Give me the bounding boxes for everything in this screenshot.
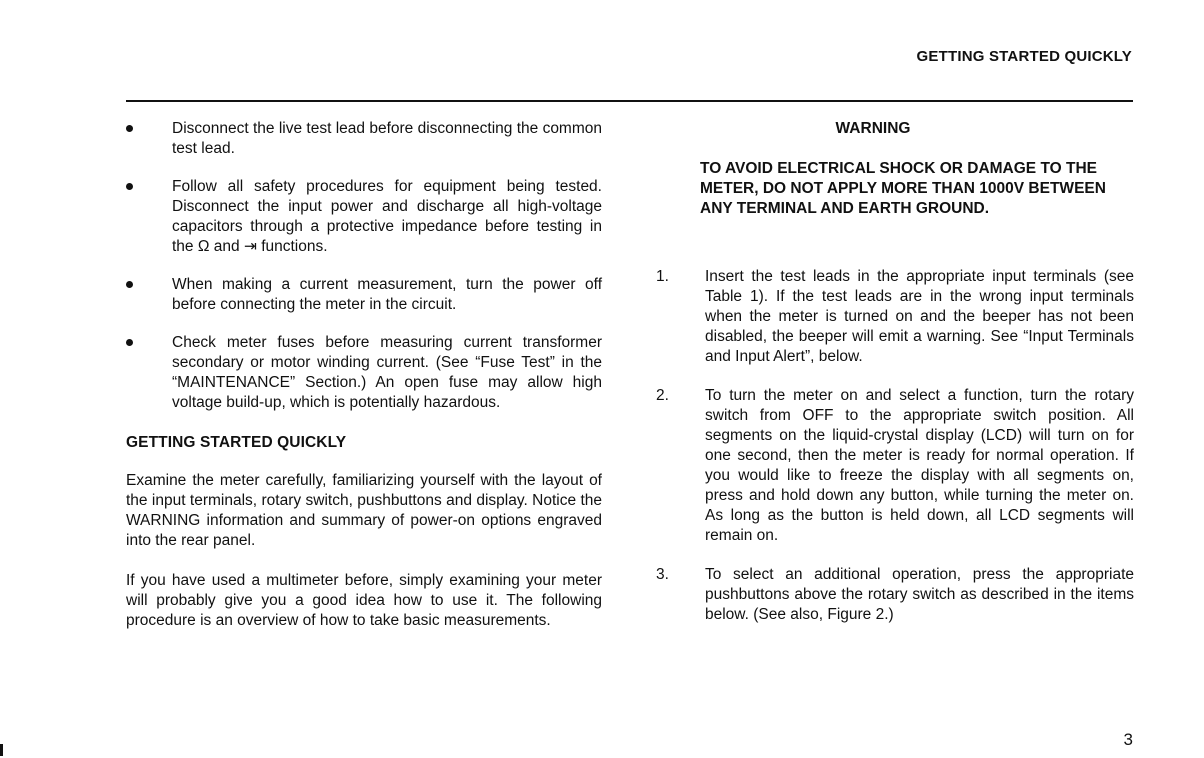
warning-title: WARNING [835, 120, 911, 137]
step-number: 1. [656, 268, 669, 285]
bullet-dot-icon [126, 177, 172, 257]
bullet-item [126, 333, 602, 413]
step-text: To select an additional operation, press the appropriate pushbuttons above the rotary switch as described in the items below. (See also, Figure 2.) [705, 566, 1134, 623]
page-number: 3 [1123, 730, 1133, 749]
bullet-text: Check meter fuses before measuring current transformer secondary or motor winding current. (See “Fuse Test” in the “MAINTENANCE” Section.) An open fuse may allow high voltage build-up, which is potentially hazardous. [172, 334, 602, 411]
step-item [656, 386, 1134, 546]
step-text: Insert the test leads in the appropriate input terminals (see Table 1). If the test leads are in the wrong input terminals when the meter is turned on and the beeper has not been disabled, the beeper will emit a warning. See “Input Terminals and Input Alert”, below. [705, 268, 1134, 365]
scan-mark [0, 744, 3, 756]
step-number: 3. [656, 566, 669, 583]
bullet-item [126, 275, 602, 315]
bullet-item [126, 119, 602, 159]
running-header-title: GETTING STARTED QUICKLY [916, 48, 1132, 65]
bullet-text: When making a current measurement, turn the power off before connecting the meter in the circuit. [172, 276, 602, 313]
left-column [126, 119, 602, 651]
bullet-dot-icon [126, 275, 172, 315]
bullet-dot-icon [126, 119, 172, 159]
body-paragraph: If you have used a multimeter before, simply examining your meter will probably give you a good idea how to use it. The following procedure is an overview of how to take basic measurements. [126, 572, 602, 629]
bullet-item [126, 177, 602, 257]
header-rule [126, 100, 1133, 102]
right-column [656, 119, 1134, 644]
step-item [656, 565, 1134, 625]
step-item [656, 267, 1134, 367]
section-heading: GETTING STARTED QUICKLY [126, 434, 347, 451]
step-number: 2. [656, 387, 669, 404]
step-text: To turn the meter on and select a function, turn the rotary switch from OFF to the appropriate switch position. All segments on the liquid-crystal display (LCD) will turn on for one second, then the meter is ready for normal operation. If you would like to freeze the display with all segments on, press and hold down any button, while turning the meter on. As long as the button is held down, all LCD segments will remain on. [705, 387, 1134, 544]
bullet-dot-icon [126, 333, 172, 413]
body-paragraph: Examine the meter carefully, familiarizing yourself with the layout of the input terminals, rotary switch, pushbuttons and display. Notice the WARNING information and summary of power-on options engraved into the rear panel. [126, 472, 602, 549]
bullet-text: Disconnect the live test lead before disconnecting the common test lead. [172, 120, 602, 157]
warning-text: TO AVOID ELECTRICAL SHOCK OR DAMAGE TO THE METER, DO NOT APPLY MORE THAN 1000V BETWEEN ANY TERMINAL AND EARTH GROUND. [700, 160, 1106, 217]
bullet-text: Follow all safety procedures for equipment being tested. Disconnect the input power and discharge all high-voltage capacitors through a protective impedance before testing in the Ω and ⇥ functions. [172, 178, 602, 255]
